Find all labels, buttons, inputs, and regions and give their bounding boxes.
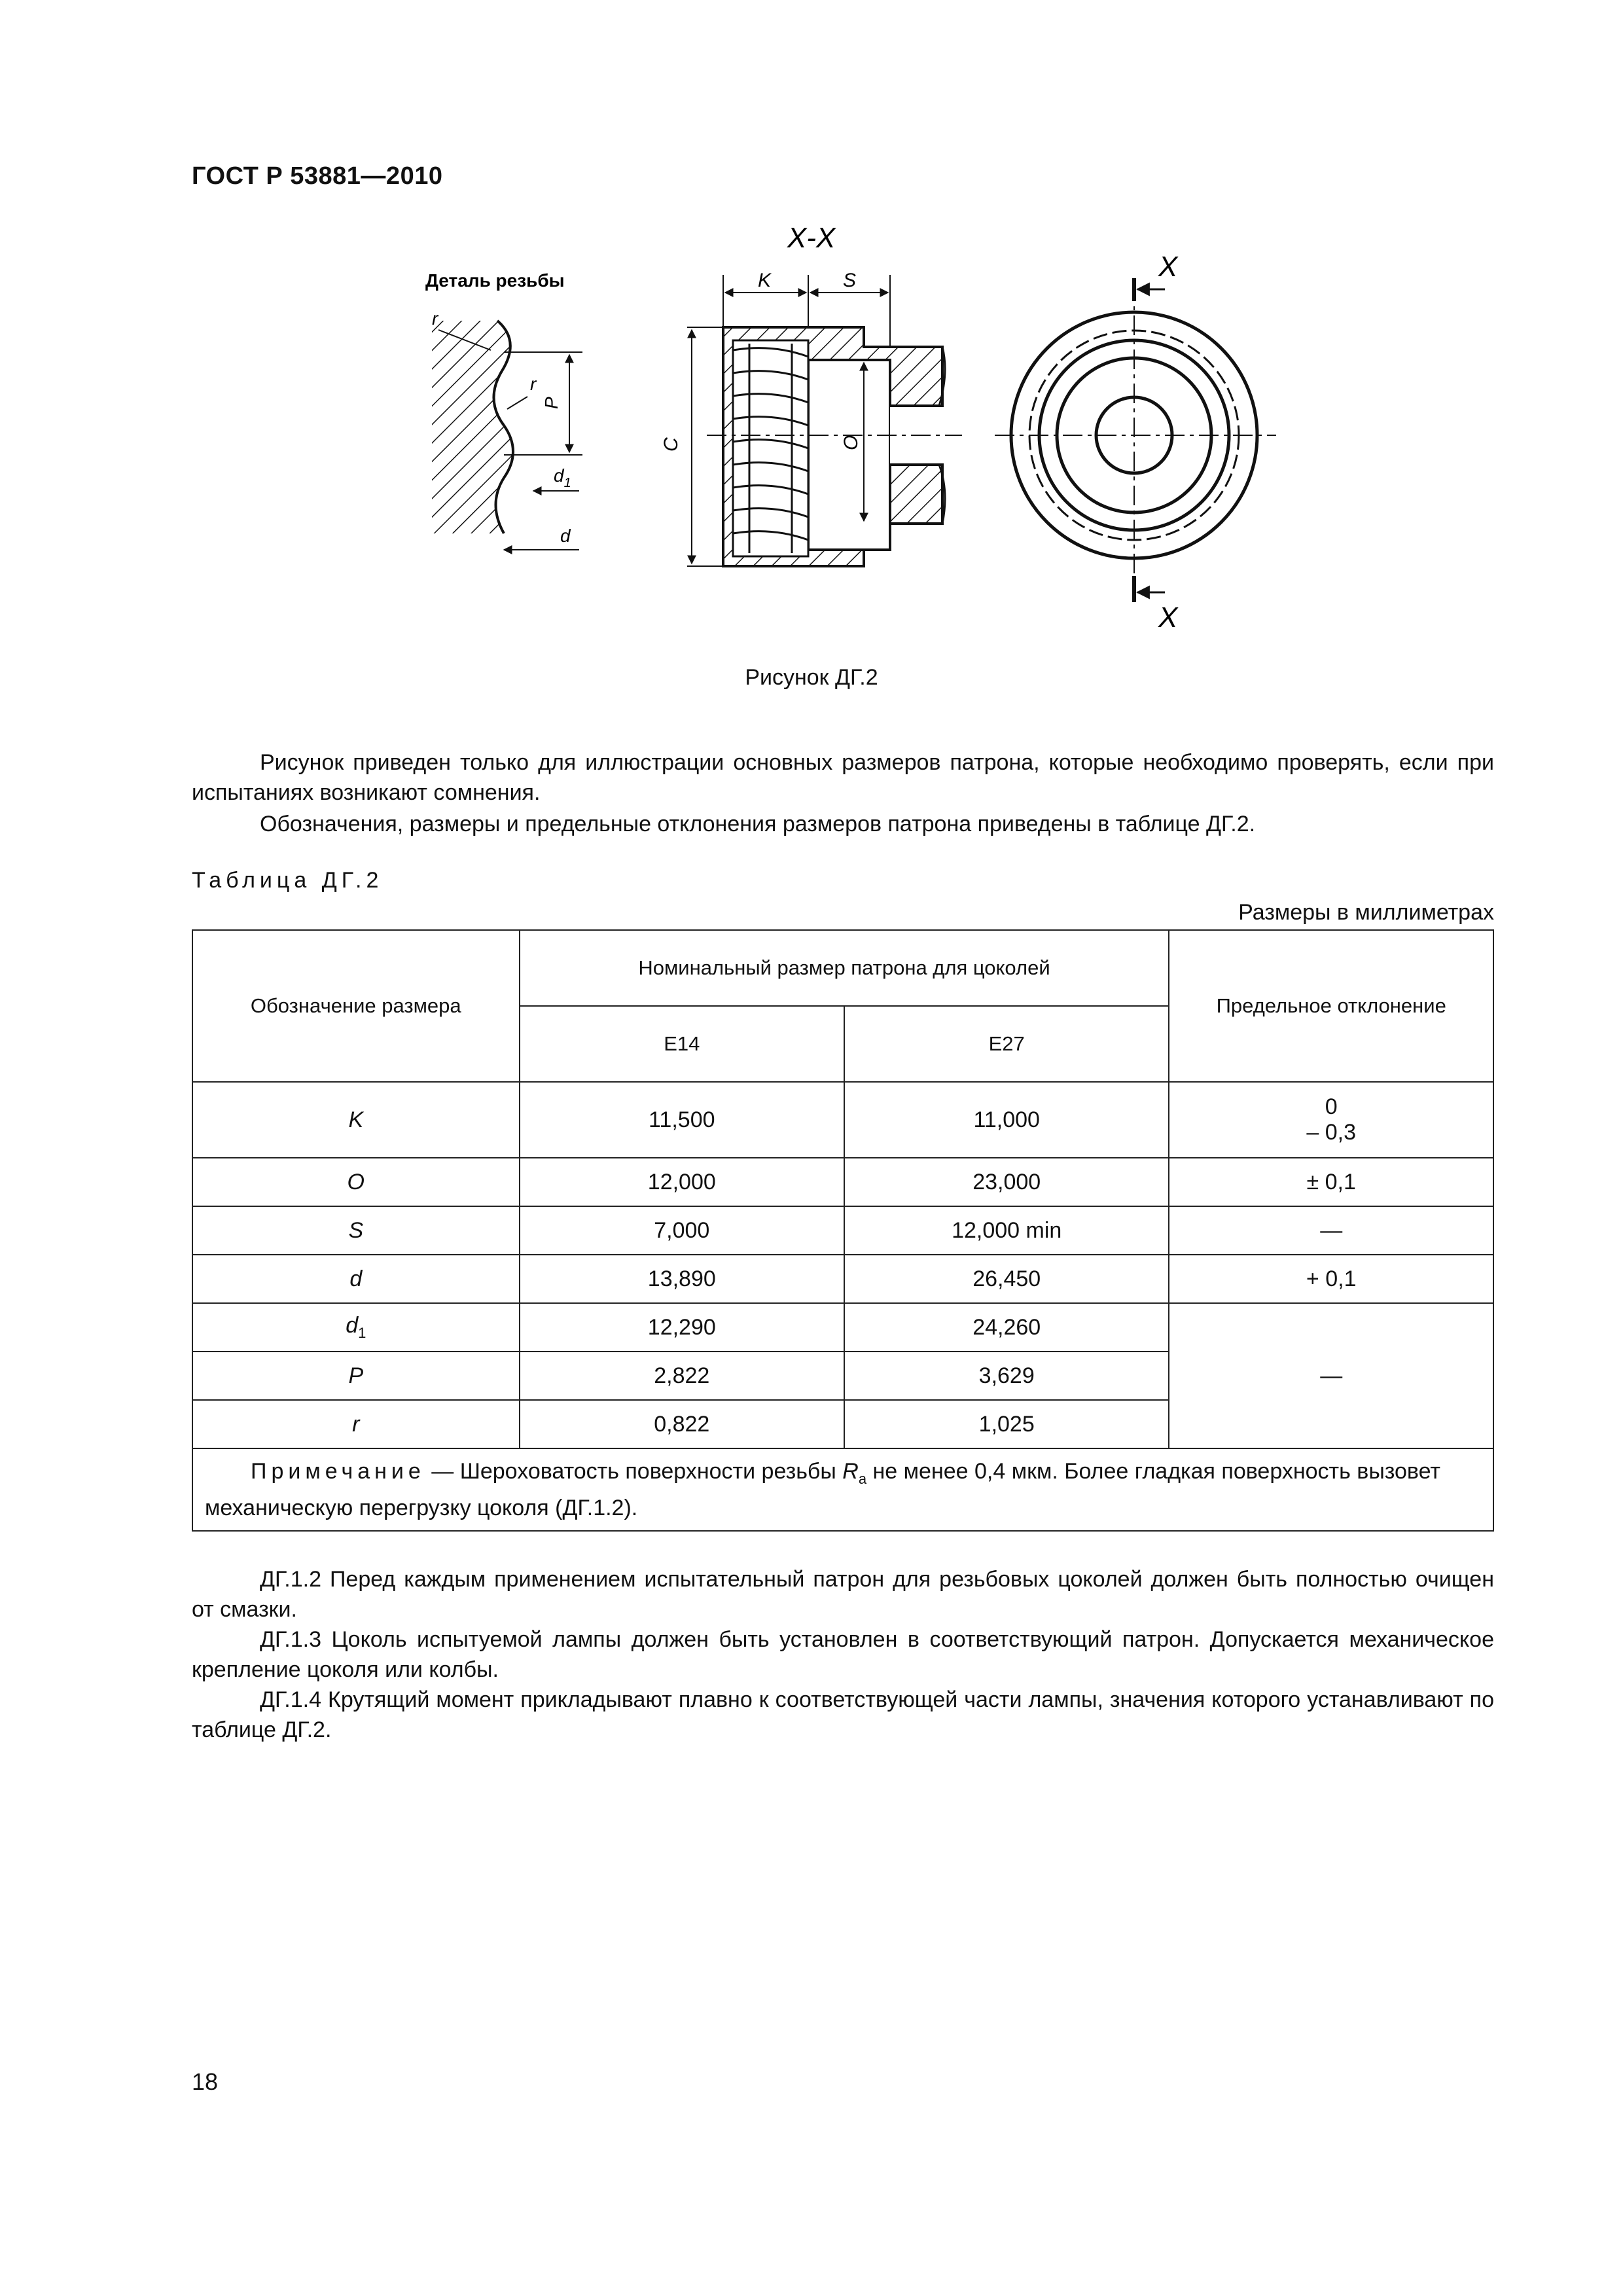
end-view bbox=[995, 251, 1276, 634]
cell-name: d bbox=[192, 1255, 520, 1303]
cell-name: K bbox=[192, 1082, 520, 1158]
paragraph-2 bbox=[192, 809, 1494, 839]
cell-name: P bbox=[192, 1352, 520, 1400]
cell-deviation-merged: — bbox=[1169, 1303, 1493, 1448]
deviation-lower: – 0,3 bbox=[1306, 1120, 1357, 1145]
label-r-mid: r bbox=[530, 374, 537, 394]
clause-number: ДГ.1.2 bbox=[260, 1567, 321, 1592]
section-label: Х-Х bbox=[787, 222, 836, 254]
clause-number: ДГ.1.4 bbox=[260, 1687, 321, 1712]
cell-e14: 13,890 bbox=[520, 1255, 844, 1303]
paragraph-1 bbox=[192, 747, 1494, 808]
cell-e27: 23,000 bbox=[844, 1158, 1169, 1206]
cell-name: r bbox=[192, 1400, 520, 1448]
clause-text: Крутящий момент прикладывают плавно к соответствующей части лампы, значения которого устанавливают по таблице ДГ.2. bbox=[192, 1687, 1494, 1742]
header-e14: E14 bbox=[520, 1006, 844, 1082]
cell-name bbox=[192, 1303, 520, 1352]
cell-e27: 26,450 bbox=[844, 1255, 1169, 1303]
document-header: ГОСТ Р 53881—2010 bbox=[192, 162, 443, 190]
deviation-upper: 0 bbox=[1325, 1094, 1338, 1119]
figure-caption: Рисунок ДГ.2 bbox=[745, 665, 878, 690]
cell-e14: 12,000 bbox=[520, 1158, 844, 1206]
cell-e14: 2,822 bbox=[520, 1352, 844, 1400]
cell-deviation: + 0,1 bbox=[1169, 1255, 1493, 1303]
cell-name-base: d bbox=[346, 1313, 359, 1338]
clause-dg-1-4 bbox=[192, 1685, 1494, 1745]
clause-dg-1-3 bbox=[192, 1624, 1494, 1685]
paragraph-1-text: Рисунок приведен только для иллюстрации основных размеров патрона, которые необходимо проверять, если при испытаниях возникают сомнения. bbox=[192, 750, 1494, 805]
label-X-top: X bbox=[1158, 251, 1178, 283]
section-view bbox=[660, 222, 962, 566]
cell-name: S bbox=[192, 1206, 520, 1255]
label-S: S bbox=[843, 270, 857, 291]
page-number: 18 bbox=[192, 2068, 219, 2095]
label-d: d bbox=[560, 526, 571, 546]
cell-deviation bbox=[1169, 1082, 1493, 1158]
cell-e14: 7,000 bbox=[520, 1206, 844, 1255]
cell-e14: 11,500 bbox=[520, 1082, 844, 1158]
clause-dg-1-2 bbox=[192, 1564, 1494, 1624]
paragraph-2-text: Обозначения, размеры и предельные отклонения размеров патрона приведены в таблице ДГ.2. bbox=[260, 812, 1256, 836]
table-note-row bbox=[192, 1448, 1493, 1531]
units-note: Размеры в миллиметрах bbox=[1238, 900, 1494, 925]
thread-drawing bbox=[406, 209, 1335, 668]
cell-e27: 3,629 bbox=[844, 1352, 1169, 1400]
note-text-b: не менее 0,4 мкм. Более гладкая поверхность вызовет механическую перегрузку цоколя (ДГ.1.2). bbox=[205, 1459, 1440, 1520]
cell-e27: 1,025 bbox=[844, 1400, 1169, 1448]
thread-detail bbox=[425, 270, 582, 550]
cell-e27: 12,000 min bbox=[844, 1206, 1169, 1255]
cell-name: O bbox=[192, 1158, 520, 1206]
table-row bbox=[192, 1082, 1493, 1158]
table-note bbox=[192, 1448, 1493, 1531]
svg-text:d1 bbox=[554, 465, 571, 490]
header-designation: Обозначение размера bbox=[192, 930, 520, 1082]
label-r-top: r bbox=[432, 308, 438, 329]
cell-name-sub: 1 bbox=[358, 1324, 366, 1341]
label-C: C bbox=[660, 437, 682, 452]
header-e27: E27 bbox=[844, 1006, 1169, 1082]
table-row bbox=[192, 1206, 1493, 1255]
label-d1-sub: 1 bbox=[563, 476, 571, 490]
cell-e27: 24,260 bbox=[844, 1303, 1169, 1352]
cell-deviation: — bbox=[1169, 1206, 1493, 1255]
clause-text: Цоколь испытуемой лампы должен быть установлен в соответствующий патрон. Допускается механическое крепление цоколя или колбы. bbox=[192, 1627, 1494, 1682]
detail-label: Деталь резьбы bbox=[425, 270, 565, 291]
cell-e14: 0,822 bbox=[520, 1400, 844, 1448]
cell-e14: 12,290 bbox=[520, 1303, 844, 1352]
note-label: Примечание bbox=[251, 1459, 425, 1484]
header-deviation: Предельное отклонение bbox=[1169, 930, 1493, 1082]
label-O: O bbox=[840, 435, 862, 450]
header-nominal: Номинальный размер патрона для цоколей bbox=[520, 930, 1169, 1006]
ra-symbol: R bbox=[842, 1459, 859, 1484]
label-P: P bbox=[541, 397, 562, 409]
clause-number: ДГ.1.3 bbox=[260, 1627, 321, 1652]
table-row bbox=[192, 1158, 1493, 1206]
clause-text: Перед каждым применением испытательный патрон для резьбовых цоколей должен быть полностью очищен от смазки. bbox=[192, 1567, 1494, 1622]
cell-deviation: ± 0,1 bbox=[1169, 1158, 1493, 1206]
cell-e27: 11,000 bbox=[844, 1082, 1169, 1158]
label-K: K bbox=[758, 270, 772, 291]
table-row bbox=[192, 1303, 1493, 1352]
label-X-bottom: X bbox=[1158, 601, 1178, 634]
dimensions-table bbox=[192, 929, 1494, 1532]
note-text-a: — Шероховатость поверхности резьбы bbox=[425, 1459, 843, 1484]
table-row bbox=[192, 1255, 1493, 1303]
label-d1: d bbox=[554, 465, 564, 486]
ra-sub: a bbox=[858, 1470, 867, 1487]
table-label: Таблица ДГ.2 bbox=[192, 868, 383, 893]
